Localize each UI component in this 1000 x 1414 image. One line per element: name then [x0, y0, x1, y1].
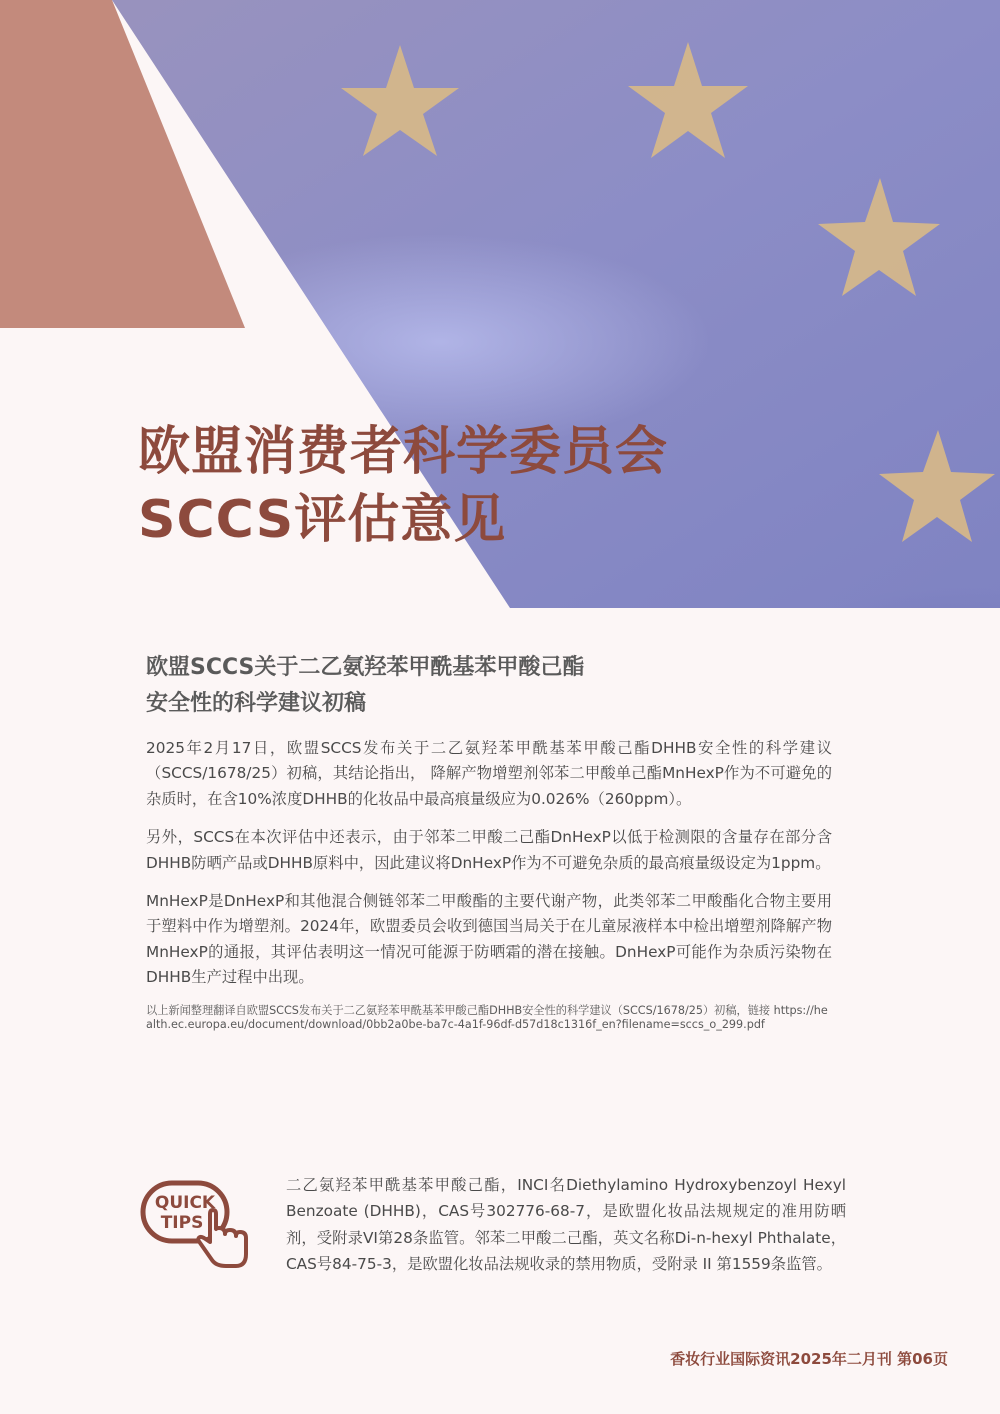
badge-line-2: TIPS — [160, 1213, 204, 1233]
title-line-2: SCCS评估意见 — [138, 490, 507, 550]
article-subtitle — [146, 650, 832, 722]
quick-tips-badge — [140, 1180, 252, 1270]
page-footer: 香妆行业国际资讯2025年二月刊 第06页 — [670, 1350, 948, 1368]
page-title — [138, 418, 668, 554]
subtitle-line-1: 欧盟SCCS关于二乙氨羟苯甲酰基苯甲酸己酯 — [146, 655, 585, 680]
subtitle-line-2: 安全性的科学建议初稿 — [146, 691, 367, 716]
article — [146, 650, 832, 1032]
hand-pointer-icon — [140, 1180, 252, 1270]
article-paragraph: 另外，SCCS在本次评估中还表示，由于邻苯二甲酸二己酯DnHexP以低于检测限的含量存在部分含DHHB防晒产品或DHHB原料中，因此建议将DnHexP作为不可避免杂质的最高痕量级设定为1ppm。 — [146, 828, 832, 872]
badge-line-1: QUICK — [154, 1193, 216, 1213]
source-note: 以上新闻整理翻译自欧盟SCCS发布关于二乙氨羟苯甲酰基苯甲酸己酯DHHB安全性的科学建议（SCCS/1678/25）初稿，链接 https://health.ec.europa.eu/document/download/0bb2a0be-ba7c-4a1f-96df-d57d18c1316f_en?filename=sccs_o_299.pdf — [146, 1003, 828, 1031]
article-paragraph: MnHexP是DnHexP和其他混合侧链邻苯二甲酸酯的主要代谢产物，此类邻苯二甲酸酯化合物主要用于塑料中作为增塑剂。2024年，欧盟委员会收到德国当局关于在儿童尿液样本中检出增塑剂降解产物MnHexP的通报，其评估表明这一情况可能源于防晒霜的潜在接触。DnHexP可能作为杂质污染物在DHHB生产过程中出现。 — [146, 892, 832, 987]
article-paragraph: 2025年2月17日，欧盟SCCS发布关于二乙氨羟苯甲酰基苯甲酸己酯DHHB安全性的科学建议（SCCS/1678/25）初稿，其结论指出， 降解产物增塑剂邻苯二甲酸单己酯MnHexP作为不可避免的杂质时，在含10%浓度DHHB的化妆品中最高痕量级应为0.026%（260ppm）。 — [146, 739, 832, 808]
title-line-1: 欧盟消费者科学委员会 — [138, 422, 669, 482]
quick-tips-text: 二乙氨羟苯甲酰基苯甲酸己酯，INCI名Diethylamino Hydroxybenzoyl Hexyl Benzoate (DHHB)，CAS号302776-68-7，是欧盟化妆品法规规定的准用防晒剂，受附录VI第28条监管。邻苯二甲酸二己酯，英文名称Di-n-hexyl Phthalate，CAS号84-75-3，是欧盟化妆品法规收录的禁用物质，受附录 II 第1559条监管。 — [286, 1176, 846, 1274]
